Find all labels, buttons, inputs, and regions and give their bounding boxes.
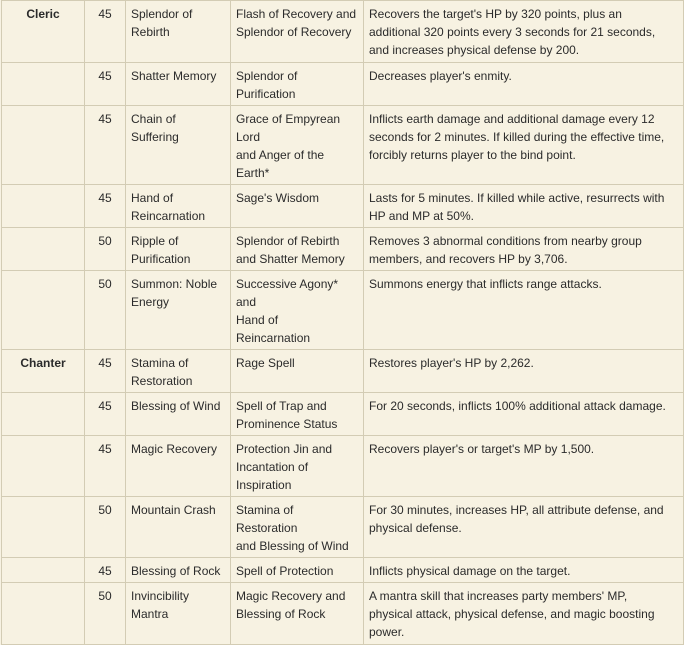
skill-cell <box>126 393 231 436</box>
prerequisite-text-line: Stamina of <box>236 503 294 517</box>
effect-cell <box>364 185 684 228</box>
skill-cell <box>126 185 231 228</box>
skill-text-line: Energy <box>131 295 170 309</box>
effect-text-line: physical defense. <box>369 521 462 535</box>
prerequisite-cell <box>231 185 364 228</box>
prerequisite-text-line: Reincarnation <box>236 331 311 345</box>
prerequisite-text-line: Spell of Protection <box>236 564 334 578</box>
prerequisite-cell <box>231 106 364 185</box>
table-row <box>2 350 684 393</box>
class-cell <box>2 558 85 583</box>
prerequisite-cell <box>231 393 364 436</box>
prerequisite-text-line: Blessing of Rock <box>236 607 326 621</box>
skill-text-line: Stamina of <box>131 356 189 370</box>
skill-text-line: Blessing of Rock <box>131 564 221 578</box>
prerequisite-text-line: Splendor of Recovery <box>236 25 352 39</box>
effect-text-line: A mantra skill that increases party members' MP, <box>369 589 628 603</box>
skill-text-line: Chain of <box>131 112 176 126</box>
effect-text-line: Removes 3 abnormal conditions from nearby group <box>369 234 642 248</box>
effect-text-line: power. <box>369 625 405 639</box>
prerequisite-text-line: Inspiration <box>236 478 292 492</box>
skill-text-line: Mantra <box>131 607 169 621</box>
skill-text-line: Reincarnation <box>131 209 206 223</box>
table-row <box>2 436 684 497</box>
prerequisite-text-line: Successive Agony* <box>236 277 339 291</box>
level-cell: 45 <box>85 350 126 393</box>
effect-cell <box>364 436 684 497</box>
skill-text-line: Summon: Noble <box>131 277 218 291</box>
table-row <box>2 271 684 350</box>
class-cell <box>2 271 85 350</box>
prerequisite-cell <box>231 63 364 106</box>
prerequisite-text-line: Restoration <box>236 521 298 535</box>
effect-text-line: and increases physical defense by 200. <box>369 43 580 57</box>
skill-text-line: Mountain Crash <box>131 503 216 517</box>
prerequisite-text-line: Spell of Trap and <box>236 399 327 413</box>
skill-text-line: Restoration <box>131 374 193 388</box>
prerequisite-cell <box>231 497 364 558</box>
table-row <box>2 106 684 185</box>
skill-cell <box>126 583 231 645</box>
effect-text-line: Restores player's HP by 2,262. <box>369 356 534 370</box>
effect-text-line: For 30 minutes, increases HP, all attribute defense, and <box>369 503 664 517</box>
level-cell: 45 <box>85 185 126 228</box>
level-cell: 45 <box>85 558 126 583</box>
skill-cell <box>126 228 231 271</box>
skill-cell <box>126 558 231 583</box>
prerequisite-text-line: Magic Recovery and <box>236 589 346 603</box>
level-cell: 50 <box>85 271 126 350</box>
effect-text-line: Decreases player's enmity. <box>369 69 512 83</box>
table-row <box>2 497 684 558</box>
class-cell <box>2 497 85 558</box>
class-cell: Cleric <box>2 1 85 63</box>
prerequisite-text-line: Earth* <box>236 166 270 180</box>
effect-text-line: forcibly returns player to the bind point. <box>369 148 576 162</box>
skill-text-line: Rebirth <box>131 25 170 39</box>
effect-text-line: For 20 seconds, inflicts 100% additional attack damage. <box>369 399 666 413</box>
effect-text-line: Lasts for 5 minutes. If killed while active, resurrects with <box>369 191 665 205</box>
table-row <box>2 185 684 228</box>
skill-text-line: Magic Recovery <box>131 442 218 456</box>
effect-cell <box>364 106 684 185</box>
effect-cell <box>364 350 684 393</box>
skills-table-body <box>2 1 684 645</box>
table-row <box>2 1 684 63</box>
effect-text-line: Recovers the target's HP by 320 points, plus an <box>369 7 622 21</box>
effect-cell <box>364 558 684 583</box>
skill-cell <box>126 271 231 350</box>
effect-cell <box>364 63 684 106</box>
table-row <box>2 583 684 645</box>
skill-text-line: Hand of <box>131 191 174 205</box>
effect-text-line: HP and MP at 50%. <box>369 209 474 223</box>
prerequisite-cell <box>231 350 364 393</box>
effect-text-line: Inflicts physical damage on the target. <box>369 564 571 578</box>
skill-text-line: Shatter Memory <box>131 69 217 83</box>
class-cell <box>2 63 85 106</box>
skills-table <box>1 0 684 645</box>
class-cell <box>2 583 85 645</box>
level-cell: 50 <box>85 497 126 558</box>
level-cell: 50 <box>85 583 126 645</box>
table-row <box>2 393 684 436</box>
prerequisite-text-line: Splendor of Rebirth <box>236 234 340 248</box>
effect-cell <box>364 228 684 271</box>
prerequisite-text-line: Protection Jin and <box>236 442 333 456</box>
prerequisite-text-line: Flash of Recovery and <box>236 7 357 21</box>
prerequisite-text-line: and Anger of the <box>236 148 325 162</box>
effect-cell <box>364 271 684 350</box>
table-row <box>2 228 684 271</box>
effect-text-line: Inflicts earth damage and additional damage every 12 <box>369 112 655 126</box>
effect-text-line: physical attack, physical defense, and magic boosting <box>369 607 655 621</box>
effect-text-line: members, and recovers HP by 3,706. <box>369 252 568 266</box>
skill-text-line: Suffering <box>131 130 179 144</box>
prerequisite-text-line: Lord <box>236 130 261 144</box>
level-cell: 45 <box>85 393 126 436</box>
skill-cell <box>126 497 231 558</box>
skill-text-line: Splendor of <box>131 7 193 21</box>
class-cell <box>2 393 85 436</box>
prerequisite-cell <box>231 583 364 645</box>
skill-text-line: Blessing of Wind <box>131 399 221 413</box>
skill-text-line: Purification <box>131 252 191 266</box>
prerequisite-text-line: Purification <box>236 87 296 101</box>
prerequisite-cell <box>231 436 364 497</box>
effect-cell <box>364 393 684 436</box>
prerequisite-text-line: and Blessing of Wind <box>236 539 349 553</box>
skill-cell <box>126 436 231 497</box>
level-cell: 50 <box>85 228 126 271</box>
prerequisite-text-line: Hand of <box>236 313 279 327</box>
class-cell <box>2 228 85 271</box>
skill-cell <box>126 1 231 63</box>
level-cell: 45 <box>85 106 126 185</box>
effect-cell <box>364 1 684 63</box>
prerequisite-text-line: Rage Spell <box>236 356 295 370</box>
effect-text-line: Summons energy that inflicts range attacks. <box>369 277 602 291</box>
skill-cell <box>126 350 231 393</box>
prerequisite-cell <box>231 271 364 350</box>
skill-text-line: Ripple of <box>131 234 179 248</box>
class-cell: Chanter <box>2 350 85 393</box>
table-row <box>2 558 684 583</box>
prerequisite-text-line: and <box>236 295 257 309</box>
level-cell: 45 <box>85 63 126 106</box>
skill-cell <box>126 63 231 106</box>
skill-text-line: Invincibility <box>131 589 190 603</box>
skill-cell <box>126 106 231 185</box>
prerequisite-cell <box>231 228 364 271</box>
level-cell: 45 <box>85 1 126 63</box>
prerequisite-cell <box>231 558 364 583</box>
class-cell <box>2 436 85 497</box>
prerequisite-cell <box>231 1 364 63</box>
table-row <box>2 63 684 106</box>
prerequisite-text-line: Incantation of <box>236 460 309 474</box>
prerequisite-text-line: Grace of Empyrean <box>236 112 341 126</box>
prerequisite-text-line: Sage's Wisdom <box>236 191 319 205</box>
effect-cell <box>364 497 684 558</box>
effect-text-line: seconds for 2 minutes. If killed during the effective time, <box>369 130 665 144</box>
prerequisite-text-line: and Shatter Memory <box>236 252 345 266</box>
effect-text-line: additional 320 points every 3 seconds for 21 seconds, <box>369 25 656 39</box>
effect-cell <box>364 583 684 645</box>
level-cell: 45 <box>85 436 126 497</box>
effect-text-line: Recovers player's or target's MP by 1,500. <box>369 442 595 456</box>
class-cell <box>2 106 85 185</box>
prerequisite-text-line: Splendor of <box>236 69 298 83</box>
prerequisite-text-line: Prominence Status <box>236 417 338 431</box>
class-cell <box>2 185 85 228</box>
